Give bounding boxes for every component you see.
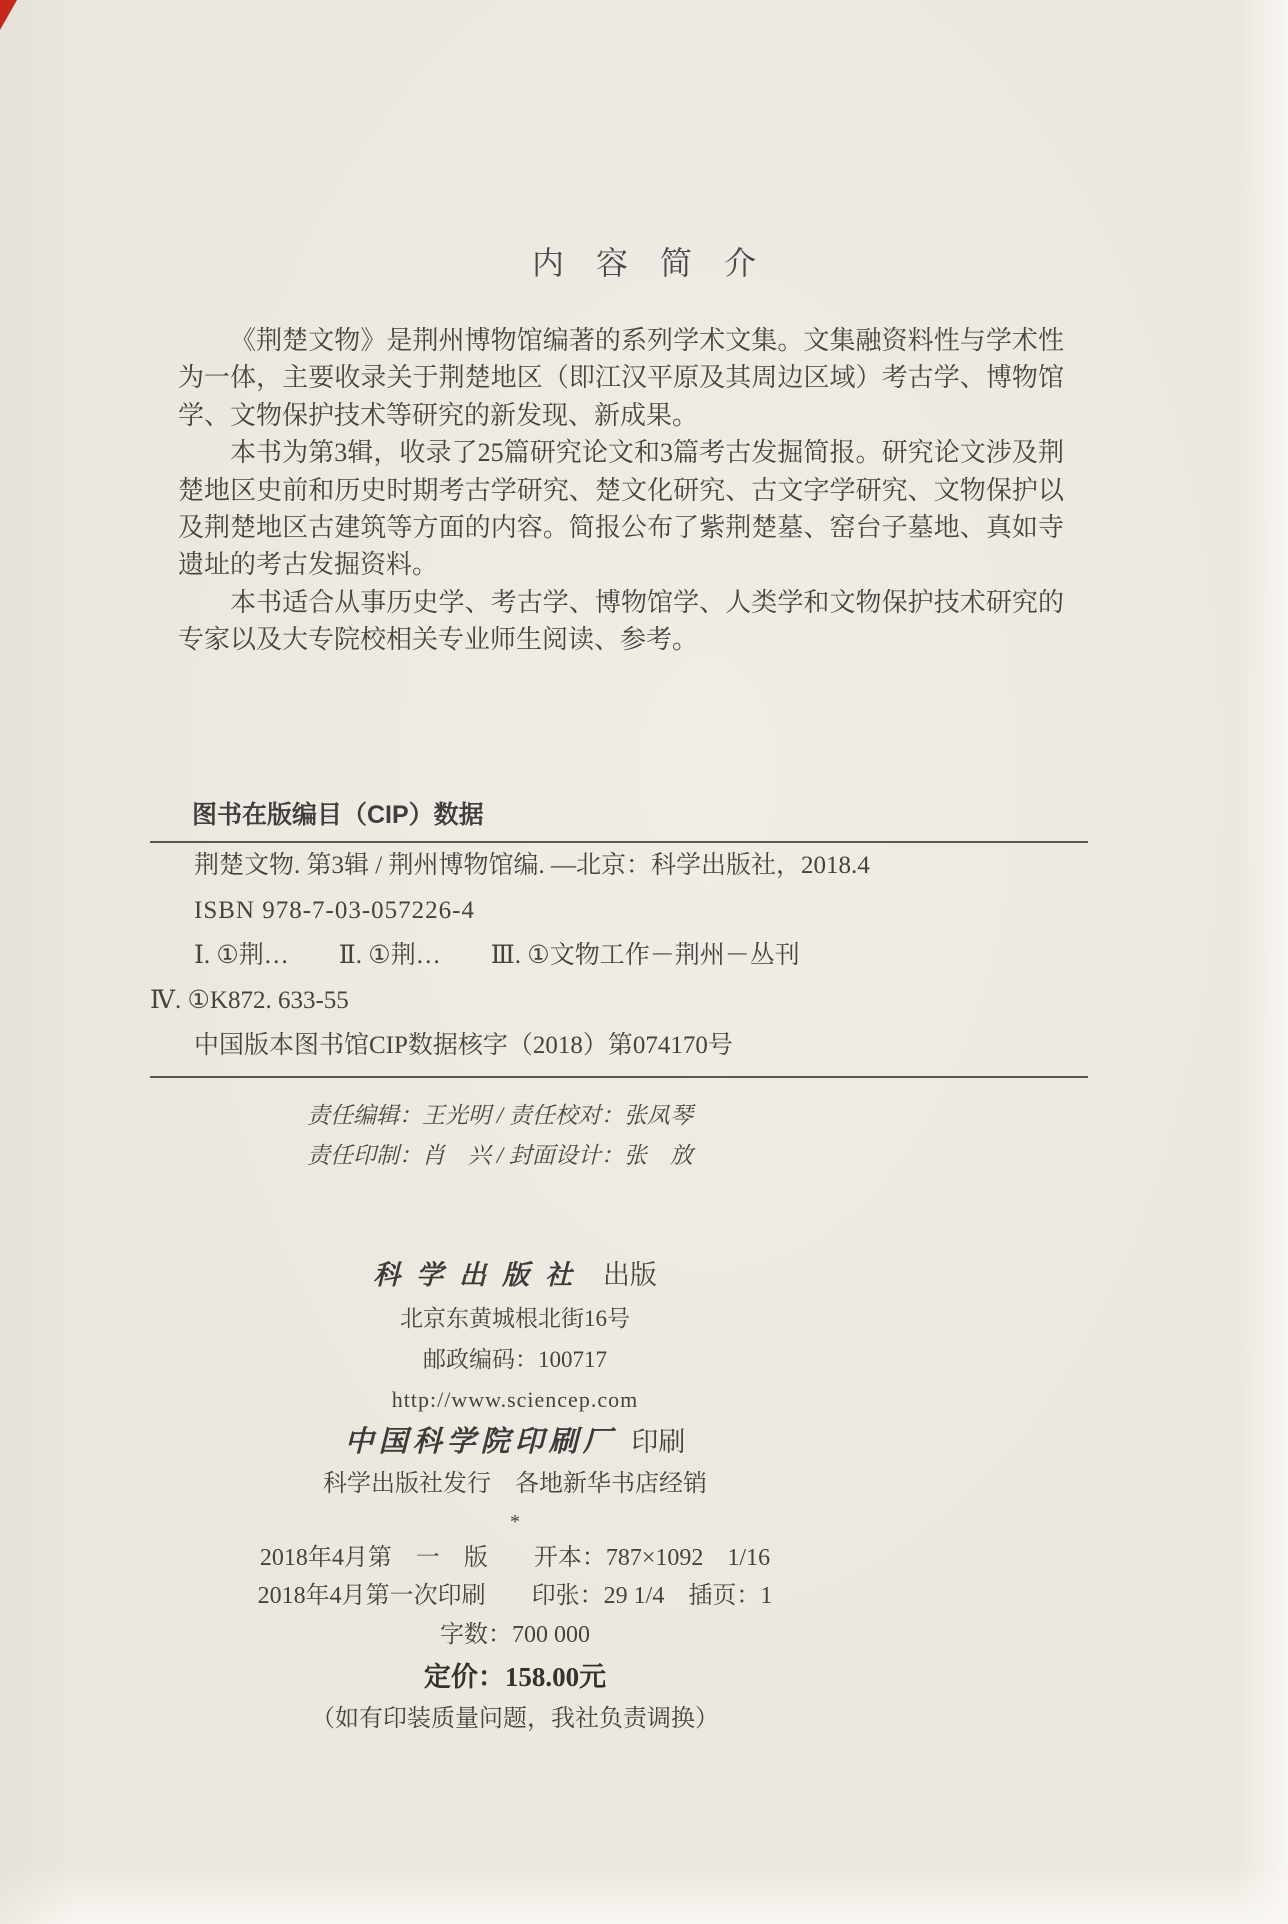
publisher-postcode: 邮政编码：100717	[423, 1347, 607, 1372]
quality-note-line: （如有印装质量问题，我社负责调换）	[311, 1706, 719, 1732]
publisher-name: 科学出版社	[373, 1260, 589, 1290]
printing-date: 2018年4月第一次印刷	[257, 1583, 486, 1609]
printing-sheets: 印张：29 1/4 插页：1	[531, 1583, 773, 1609]
cip-record-number: 中国版本图书馆CIP数据核字（2018）第074170号	[194, 1032, 733, 1059]
cip-isbn: ISBN 978-7-03-057226-4	[194, 897, 476, 924]
credits-section	[150, 1096, 850, 1176]
publisher-address: 北京东黄城根北街16号	[400, 1306, 630, 1331]
colophon-section	[0, 1252, 1030, 1739]
intro-paragraph-3: 本书适合从事历史学、考古学、博物馆学、人类学和文物保护技术研究的专家以及大专院校相关专业师生阅读、参考。	[178, 587, 1064, 655]
edition-format: 开本：787×1092 1/16	[533, 1545, 771, 1571]
cip-divider-bottom	[150, 1076, 1088, 1078]
cip-classification-line2: Ⅳ. ①K872. 633-55	[150, 987, 349, 1014]
distribution-line: 科学出版社发行 各地新华书店经销	[323, 1471, 707, 1497]
publisher-suffix: 出版	[602, 1260, 657, 1290]
cip-header: 图书在版编目（CIP）数据	[192, 801, 484, 829]
intro-paragraph-2: 本书为第3辑，收录了25篇研究论文和3篇考古发掘简报。研究论文涉及荆楚地区史前和历史时期考古学研究、楚文化研究、古文字学研究、文物保护以及荆楚地区古建筑等方面的内容。简报公布了紫荆楚墓、窑台子墓地、真如寺遗址的考古发掘资料。	[178, 438, 1064, 580]
cip-title-line: 荆楚文物. 第3辑 / 荆州博物馆编. —北京：科学出版社，2018.4	[194, 852, 870, 879]
cip-classification-line1: Ⅰ. ①荆… Ⅱ. ①荆… Ⅲ. ①文物工作－荆州－丛刊	[194, 942, 800, 969]
printer-name: 中国科学院印刷厂	[344, 1426, 617, 1458]
publisher-website: http://www.sciencep.com	[391, 1387, 639, 1412]
page-title: 内 容 简 介	[531, 245, 756, 281]
intro-paragraph-1: 《荆楚文物》是荆州博物馆编著的系列学术文集。文集融资料性与学术性为一体，主要收录关于荆楚地区（即江汉平原及其周边区域）考古学、博物馆学、文物保护技术等研究的新发现、新成果。	[178, 326, 1064, 430]
intro-section	[178, 322, 1064, 659]
word-count-line: 字数：700 000	[440, 1622, 590, 1648]
edition-line-1	[0, 1539, 1030, 1577]
scan-corner-red-mark	[0, 0, 17, 30]
separator-star: *	[510, 1511, 520, 1533]
edition-date: 2018年4月第 一 版	[259, 1545, 488, 1571]
credits-line-printing: 责任印制：肖 兴 / 封面设计：张 放	[307, 1143, 693, 1168]
price-line: 定价：158.00元	[423, 1662, 607, 1692]
edition-line-2	[0, 1577, 1030, 1615]
publisher-line	[0, 1252, 1030, 1298]
printer-suffix: 印刷	[631, 1427, 686, 1457]
credits-line-editor: 责任编辑：王光明 / 责任校对：张凤琴	[307, 1103, 693, 1128]
printer-line	[0, 1420, 1030, 1464]
cip-section	[150, 798, 1088, 1078]
cip-body	[150, 843, 1088, 1068]
